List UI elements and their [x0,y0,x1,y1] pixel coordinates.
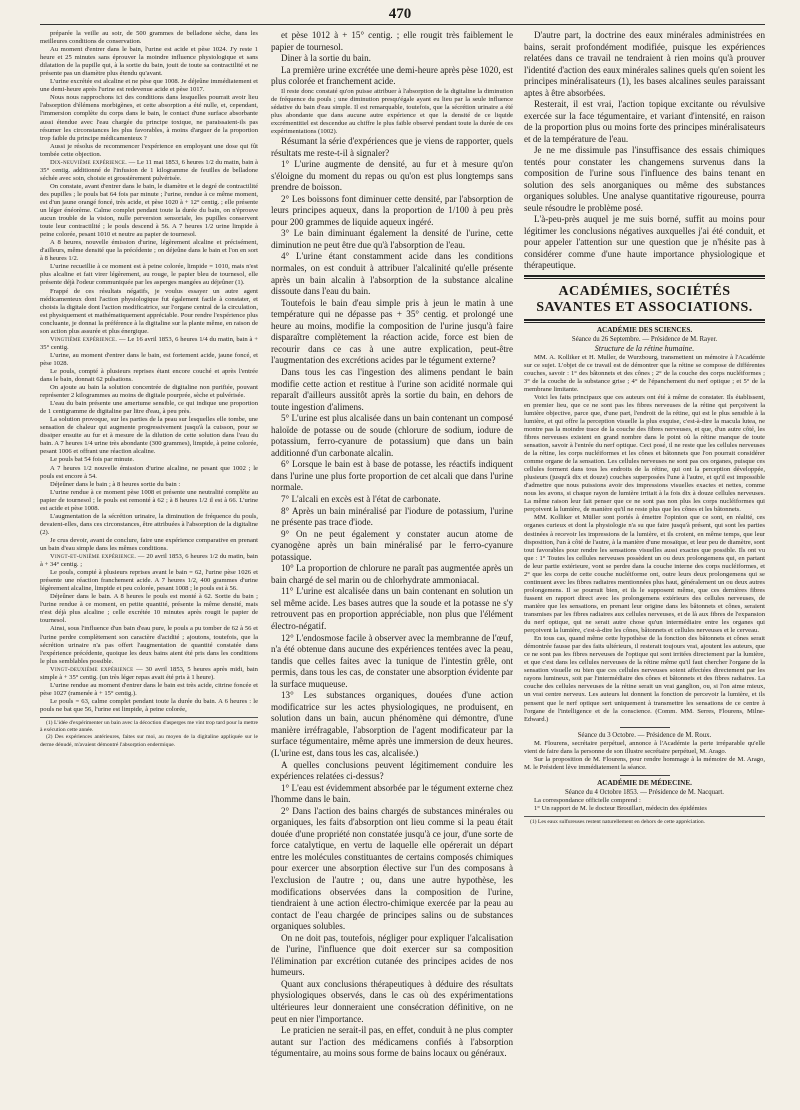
footnote: (2) Des expériences antérieures, faites sur moi, au moyen de la digitaline appliquée sur le derme dénudé, m'avaient démontré l'absorption endermique. [40,734,258,748]
paragraph: Quant aux conclusions thérapeutiques à déduire des résultats physiologiques observés, dans le cas où des expérimentations ultérieures leur donneraient une consécration définitive, on ne peut en nier l'importance. [271,978,513,1024]
paragraph: Le pouls, compté à plusieurs reprises avant le bain = 62, l'urine pèse 1026 et présente une réaction franchement acide. A 7 heures 1/2, 400 grammes d'urine légèrement alcaline, limpide et peu colorée, pesant 1008 ; le pouls est à 56. [40,569,258,593]
paragraph: L'eau du bain présente une amertume sensible, ce qui indique une proportion de 1 centigramme de digitaline par litre d'eau, à peu près. [40,400,258,416]
paragraph-text: — 30 avril 1853, 5 heures après midi, bain simple à + 35° centig. (un très léger repas avait été pris à 1 heure). [40,665,258,681]
session-line: Séance du 3 Octobre. — Présidence de M. Roux. [577,731,712,739]
column-3-intro [524,30,765,272]
paragraph: La correspondance officielle comprend : [534,796,641,804]
paragraph: Toutefois le bain d'eau simple pris à jeun le matin à une température qui ne dépasse pas + 35° centig. et prolongé une heure au moins, modifie la composition de l'urine jusqu'à faire disparaître complètement la réaction acide, force est bien de recourir dans ce cas à une autre explication, peut-être l'augmentation des excrétions acides par le tégument externe? [271,297,513,366]
paragraph: 1° L'urine augmente de densité, au fur et à mesure qu'on s'éloigne du moment du repas ou qu'on est plus longtemps sans prendre de boisson. [271,159,513,193]
paragraph: et pèse 1012 à + 15° centig. ; elle rougit très faiblement le papier de tournesol. [271,30,513,52]
paragraph: 12° L'endosmose facile à observer avec la membranne de l'œuf, n'a été obtenue dans aucune des expériences tentées avec la peau, tandis que celles faites avec la tunique de l'intestin grêle, ont permis, dans tous les cas, de constater une absorption évidente par la surface muqueuse. [271,632,513,689]
paragraph: 8° Après un bain minéralisé par l'iodure de potassium, l'urine ne présente pas trace d'iode. [271,505,513,528]
page-number: 470 [388,6,412,22]
section-rule [524,319,765,323]
paragraph: Résumant la série d'expériences que je viens de rapporter, quels résultats me reste-t-il à signaler? [271,136,513,158]
paragraph: A quelles conclusions peuvent légitimement conduire les expériences relatées ci-dessus? [271,759,513,782]
paragraph: Aussi je résolus de recommencer l'expérience en employant une dose qui fût tombée cette objection. [40,142,258,158]
column-3 [524,30,765,1100]
footnote: (1) L'idée d'expérimenter un bain avec la décoction d'asperges me vint trop tard pour la mettre à exécution cette année. [40,719,258,734]
paragraph: 1° Un rapport de M. le docteur Brouillart, médecin des épidémies [534,804,707,812]
paragraph-text: — 20 avril 1853, 6 heures 1/2 du matin, bain à + 34° centig. ; [40,553,258,569]
paragraph: Le pouls bat 54 fois par minute. [50,456,135,464]
experiment-heading: Vingt-et-unième expérience. [50,553,137,561]
paragraph [40,553,258,569]
paragraph-text: — Le 11 mai 1853, 6 heures 1/2 du matin, bain à 35° centig. additionné de l'infusion de 1 kilogramme de feuilles de belladone séchée avec soin, choisie et grossièrement pulvérisée. [40,158,258,182]
paragraph: 3° Le bain diminuant également la densité de l'urine, cette diminution ne peut être due qu'à l'absorption de l'eau. [271,228,513,250]
paragraph: 13° Les substances organiques, douées d'une action modificatrice sur les actes physiologiques, ne produisent, en solution dans un bain, aucun phénomène qui démontre, d'une manière irréfragable, l'absorption de l'agent modificateur par la surface tégumentaire, même après une immersion de deux heures. (L'urine est, dans tous les cas, alcalisée.) [271,690,513,758]
separator [620,727,670,728]
paragraph: 6° Lorsque le bain est à base de potasse, les réactifs indiquent dans l'urine une plus forte proportion de cet alcali que dans l'urine normale. [271,459,513,493]
paragraph: MM. Kolliker et Müller sont portés à émettre l'opinion que ce sont, en réalité, ces organes curieux et dont la physiologie n'a su que faire jusqu'à présent, qui sont les parties destinées à recevoir les impressions de la lumière, et ils croient, en même temps, que leur disposition, l'un à côté de l'autre, à la manière d'une mosaïque, et leur peu de diamètre, sont tout favorables pour rendre les sensations visuelles aussi exactes que possible. Ils ont vu que : 1° Toutes les cellules nerveuses possèdent un ou deux prolongemens qui, en partant de leur partie extérieure, vont se perdre dans la couche interne des corps nucléiformes, et 2° que les corps de cette couche nucléiforme ont, outre leurs deux prolongemens qui se continuent avec les fibres radiaires mentionnées plus haut, généralement un ou deux autres prolongemens. Il se pourrait bien, et ils le supposent même, que ces dernières fibres fussent en rapport direct avec les prolongemens extérieurs des cellules nerveuses, de manière que les sensations, en prenant leur origine dans les bâtonnets et cônes, seraient transmises par les fibres radiaires aux cellules nerveuses, et de là aux fibres de l'expansion du nerf optique, qui ne serait autre chose qu'un intermédiaire entre les organes qui perçoivent la lumière, c'est-à-dire les cônes, bâtonnets et cellules nerveuses et le cerveau. [524,514,765,635]
paragraph: L'à-peu-près auquel je me suis borné, suffit au moins pour légitimer les conclusions négatives auxquelles j'ai été conduit, et pour appeler l'attention sur une question que je n'hésite pas à considérer comme d'une haute importance physiologique et thérapeutique. [524,214,765,270]
paragraph [40,159,258,183]
paragraph: La solution provoque, sur les parties de la peau sur lesquelles elle tombe, une sensation de chaleur qui augmente progressivement jusqu'à la cuisson, pour se dissiper ensuite au fur et à mesure de la dilution de cette solution dans l'eau du bain. A 7 heures 1/4 urine très abondante (300 grammes), limpide, à peine colorée, pesant 1006 et offrant une réaction alcaline. [40,416,258,456]
paragraph: Au moment d'entrer dans le bain, l'urine est acide et pèse 1024. J'y reste 1 heure et 25 minutes sans éprouver la moindre influence physiologique et sans dilatation de la pupille qui, à la sortie du bain, jouit de toute sa contractilité et ne présente pas un diamètre plus étendu qu'avant. [40,46,258,78]
paragraph: Frappé de ces résultats négatifs, je voulus essayer un autre agent médicamenteux dont l'action physiologique fut également facile à constater, et choisis la digitale dont l'action modificatrice, sur l'organe central de la circulation, est physiquement et mathématiquement appréciable. Pour rendre l'expérience plus concluante, je donnai la préférence à la digitaline sur la plante même, en raison de son action plus assurée et plus énergique. [40,287,258,335]
paragraph: On ajoute au bain la solution concentrée de digitaline non purifiée, pouvant représenter 2 kilogrammes au moins de digitale pourprée, sèche et pulvérisée. [40,384,258,400]
paragraph: MM. A. Kolliker et H. Muller, de Wurzbourg, transmettent un mémoire à l'Académie sur ce sujet. L'objet de ce travail est de démontrer que la rétine se compose de différentes couches, savoir : 1° des bâtonnets et des cônes ; 2° de la couche des corps nucléiformes ; 3° de la couche de la substance grise ; 4° de l'épanchement du nerf optique ; et 5° de la membrane limitante. [524,353,765,393]
paragraph: 10° La proportion de chlorure ne paraît pas augmentée après un bain chargé de sel marin ou de chlorhydrate ammoniacal. [271,563,513,585]
paragraph: Resterait, il est vrai, l'action topique excitante ou révulsive exercée sur la face tégumentaire, et variant d'intensité, en raison de la proportion plus ou moins forte des principes minéralisateurs et de la température de l'eau. [524,99,765,144]
paragraph: Le pouls = 63, calme complet pendant toute la durée du bain. A 6 heures : le pouls ne bat que 56, l'urine est limpide, à peine colorée, [40,697,258,713]
experiment-heading: Dix-neuvième expérience. [50,158,127,166]
paragraph: Voici les faits principaux que ces auteurs ont été à même de constater. Ils établissent, en premier lieu, que ce ne sont pas les fibres nerveuses de la rétine qui perçoivent la lumière objective, parce que, d'une part, l'endroit de la rétine, qui est le plus sensible à la lumière, et qui offre la perception visuelle la plus exquise, c'est-à-dire la macula lutea, ne montre pas la moindre trace de la couche des fibres nerveuses, et que, d'un autre côté, les fibres nerveuses existent en grand nombre dans le point où la rétine manque de toute sensation, savoir à l'entrée du nerf optique. Ceci posé, il ne reste que les cellules nerveuses de la rétine, les corps nucléiformes et les cônes et bâtonnets que l'on pourrait considérer comme organe de la sensation. Les cellules nerveuses ne sont pas ces organes, puisque ces cellules forment dans tous les endroits de la rétine, qui ont la perception développée, plusieurs (jusqu'à dix et douze) couches superposées l'une à l'autre, et qu'il est impossible d'admettre que nous puissions avoir des impressions visuelles exactes et nettes, comme nous les avons, si chaque rayon de lumière irritait à la fois dix à douze cellules nerveuses. La même raison leur fait penser que ce ne sont pas non plus les corps nucléiformes qui perçoivent la lumière, de manière qu'il ne reste plus que les cônes et les bâtonnets. [524,393,765,514]
paragraph: 2° Dans l'action des bains chargés de substances minérales ou organiques, les faits d'absorption ont lieu comme si la peau était douée d'une propriété non constatée jusqu'à ce jour, d'une sorte de force catalytique, en vertu de laquelle elle opérerait un départ entre les molécules constituantes de certains composés chimiques pour exercer une absorption élective sur l'un des composans à l'exclusion de l'autre ; ou, dans une autre hypothèse, les modifications observées dans la composition de l'urine, tiendraient à une action électro-chimique exercée par la peau au contact de l'eau chargée de principes salins ou de substances organiques solubles. [271,805,513,932]
footnote: (1) Les eaux sulfureuses restent naturellement en dehors de cette appréciation. [530,818,706,825]
column-1 [40,30,258,1096]
paragraph: 2° Les boissons font diminuer cette densité, par l'absorption de leurs principes aqueux, dans la proportion de 1/100 à peu près pour 200 grammes de liquide aqueux ingéré. [271,193,513,227]
paragraph: 1° L'eau est évidemment absorbée par le tégument externe chez l'homme dans le bain. [271,782,513,805]
paragraph: L'urine rendue au moment d'entrer dans le bain est très acide, citrine foncée et pèse 1027 (ramenée à + 15° centig.). [40,681,258,697]
paragraph: L'urine recueillie à ce moment est à peine colorée, limpide = 1010, mais n'est plus alcaline et fait virer légèrement, au rouge, le papier bleu de tournesol, elle présente déjà l'odeur communiquée par les asperges mangées au déjeûner (1). [40,263,258,287]
footnotes [524,816,765,826]
paragraph: Diner à la sortie du bain. [281,53,371,64]
paragraph: 11° L'urine est alcalisée dans un bain contenant en solution un sel même acide. Les bases autres que la soude et la potasse ne s'y retrouvent pas en proportion appréciable, non plus que l'élément électro-négatif. [271,586,513,631]
paragraph: L'urine excrétée est alcaline et ne pèse que 1008. Je déjeûne immédiatement et une demi-heure après l'urine est redevenue acide et pèse 1017. [40,78,258,94]
section-rule [524,275,765,279]
subject-title: Structure de la rétine humaine. [594,343,695,353]
paragraph: 9° On ne peut également y constater aucun atome de cyanogène après un bain minéralisé par le ferro-cyanure potassique. [271,528,513,562]
paragraph: La première urine excrétée une demi-heure après pèse 1020, est plus colorée et franchement acide. [271,64,513,87]
paragraph: Je ne me dissimule pas l'insuffisance des essais chimiques tentés pour constater les changemens survenus dans la composition de l'urine sous l'influence des bains tenant en solution des sels anorganiques ou même des substances organiques solubles. Une analyse quantitative rigoureuse, pourra seule résoudre le problème posé. [524,145,765,213]
paragraph: Ainsi, sous l'influence d'un bain d'eau pure, le pouls a pu tomber de 62 à 56 et l'urine perdre complètement son caractère d'acidité ; ajoutons, toutefois, que la sécrétion urinaire n'a pas offert l'augmentation de quantité constatée dans l'expérience précédente, quoique les deux bains aient été pris dans les conditions le plus semblables possible. [40,625,258,665]
paragraph: L'augmentation de la sécrétion urinaire, la diminution de fréquence du pouls, devaient-elles, dans ces circonstances, être attribuées à l'absorption de la digitaline (2). [40,512,258,536]
academy-title: ACADÉMIE DE MÉDECINE. [597,778,692,787]
paragraph: A 7 heures 1/2 nouvelle émission d'urine alcaline, ne pesant que 1002 ; le pouls est encore à 54. [40,464,258,480]
paragraph [40,336,258,352]
column-2 [271,30,513,1100]
paragraph: Je crus devoir, avant de conclure, faire une expérience comparative en prenant un bain d'eau simple dans les mêmes conditions. [40,536,258,552]
experiment-heading: Vingtième expérience. [50,335,118,343]
paragraph: 5° L'urine est plus alcalisée dans un bain contenant un composé haloïde de potasse ou de soude (chlorure de sodium, iodure de potassium, ferro-cyanure de potassium) que dans un bain additionné d'un carbonate alcalin. [271,413,513,458]
paragraph: En tous cas, quand même cette hypothèse de la fonction des bâtonnets et cônes serait démontrée fausse par des faits ultérieurs, il resterait toujours vrai, ajoutent les auteurs, que ce ne sont pas les fibres nerveuses de l'optique qui sont irritées directement par la lumière, et que c'est dans les cellules nerveuses de la rétine même qu'il faut chercher l'organe de la sensation visuelle ou bien que ces cellules nerveuses soient affectées directement par les rayons lumineux, soit par l'intermédiaire des cônes et bâtonnets et des fibres radiaires. La couche des cellules nerveuses de la rétine serait un vrai ganglion, ou, si l'on aime mieux, un vrai centre nerveux. Les auteurs lui donnent la fonction de percevoir la lumière, et ils pensent que le nerf optique sert uniquement à transmettre les sensations de ce centre à l'organe de l'intelligence et de la conscience. (Comm. MM. Serres, Flourens, Milne-Edward.) [524,635,765,723]
paragraph: préparée la veille au soir, de 500 grammes de belladone sèche, dans les meilleures conditions de conservation. [40,30,258,46]
header-rule [40,24,765,25]
academy-title: ACADÉMIE DES SCIENCES. [596,325,693,334]
paragraph: On ne doit pas, toutefois, négliger pour expliquer l'alcalisation de l'urine, l'influence que doit exercer sur sa composition l'élimination par excrétion cutanée des principes acides de nos humeurs. [271,932,513,978]
paragraph: Sur la proposition de M. Flourens, pour rendre hommage à la mémoire de M. Arago, M. le Président lève immédiatement la séance. [524,755,765,771]
paragraph: 4° L'urine étant constamment acide dans les conditions normales, on est conduit à attribuer l'alcalinité qu'elle présente après un bain alcalin à l'absorption de la substance alcaline dissoute dans l'eau du bain. [271,251,513,297]
paragraph: Déjeûner dans le bain ; à 8 heures sortie du bain : [50,480,181,488]
experiment-heading: Vingt-deuxième expérience [50,665,134,673]
paragraph: Nous nous rapprochons ici des conditions dans lesquelles pourrait avoir lieu l'absorption d'élémens morbigènes, et cette absorption a été nulle, et, cependant, l'immersion complète du corps dans le bain, le contact d'une surface absorbante aussi étendue avec l'eau chargée du principe toxique, ne paraissaient-ils pas résumer les circonstances les plus favorables, à moins d'arguer de la proportion trop faible du principe médicamenteux ? [40,94,258,142]
session-line: Séance du 4 Octobre 1853. — Présidence de M. Nacquart. [565,788,724,796]
paragraph: Le praticien ne serait-il pas, en effet, conduit à ne plus compter autant sur l'action des médicamens confiés à l'absorption tégumentaire, au moins sous forme de bains locaux ou généraux. [271,1025,513,1059]
paragraph: A 8 heures, nouvelle émission d'urine, légèrement alcaline et précisément, d'ailleurs, même densité que la précédente ; on déjeûne dans le bain et l'on en sort à 8 heures 1/2. [40,239,258,263]
section-heading: ACADÉMIES, SOCIÉTÉS SAVANTES ET ASSOCIATIONS. [536,283,753,315]
paragraph: M. Flourens, secrétaire perpétuel, annonce à l'Académie la perte irréparable qu'elle vient de faire dans la personne de son illustre secrétaire perpétuel, M. Arago. [524,739,765,755]
paragraph: L'urine, au moment d'entrer dans le bain, est fortement acide, jaune foncé, et pèse 1028. [40,351,258,367]
paragraph: On constate, avant d'entrer dans le bain, le diamètre et le degré de contractilité des pupilles ; le pouls bat 64 fois par minute ; l'urine, rendue à ce même moment, est d'un jaune orangé foncé, très acide, et pèse 1020 à + 12° centig. ; elle présente un léger énéorème. Calme complet pendant toute la durée du bain, on n'éprouve aucun trouble de la vision, nulle perversion sensoriale, les pupilles conservent toute leur contractilité ; le pouls descend à 56. A 7 heures 1/2 urine limpide à peine colorée, pesant 1010 et neutre au papier de tournesol. [40,182,258,239]
paragraph: 7° L'alcali en excès est à l'état de carbonate. [281,493,441,504]
paragraph: Dans tous les cas l'ingestion des alimens pendant le bain modifie cette action et restitue à l'urine son acidité normale qui reparaît d'ailleurs aussitôt après la sortie du bain, en dehors de toute ingestion d'alimens. [271,366,513,412]
paragraph: Déjeûner dans le bain. A 8 heures le pouls est monté à 62. Sortie du bain ; l'urine rendue à ce moment, en petite quantité, présente la même densité, mais n'est déjà plus alcaline ; celle excrétée 10 minutes après rougit le papier de tournesol. [40,593,258,625]
paragraph [40,666,258,682]
paragraph-text: — Le 16 avril 1853, 6 heures 1/4 du matin, bain à + 35° centig. [40,335,258,351]
paragraph: Il reste donc constaté qu'on puisse attribuer à l'absorption de la digitaline la diminution de fréquence du pouls ; une diminution presqu'égale ayant eu lieu par la seule influence sédative du bain d'eau simple. Il est remarquable, toutefois, que la sécrétion urinaire a été plus abondante que dans aucune autre expérience et que la densité de ce liquide excrémentitiel est descendue au chiffre le plus faible observé pendant toute la durée de ces expérimentations (1002). [271,87,513,135]
session-line: Séance du 26 Septembre. — Présidence de M. Rayer. [571,335,718,343]
paragraph: Le pouls, compté à plusieurs reprises étant encore couché et après l'entrée dans le bain, donnait 62 pulsations. [40,367,258,384]
paragraph: L'urine rendue à ce moment pèse 1008 et présente une neutralité complète au papier de tournesol ; le pouls est remonté à 62 ; à 8 heures 1/2 il est à 66. L'urine est acide et pèse 1008. [40,488,258,512]
footnotes [40,717,258,749]
paragraph: D'autre part, la doctrine des eaux minérales administrées en bains, serait profondément modifiée, puisque les expériences relatées dans ce travail ne tendraient à rien moins qu'à prouver l'identité d'action des eaux minérales salines quels qu'en soient les principes minéralisateurs (1), les bases alcalines seules paraissant aptes à être absorbées. [524,30,765,98]
separator [620,775,670,776]
